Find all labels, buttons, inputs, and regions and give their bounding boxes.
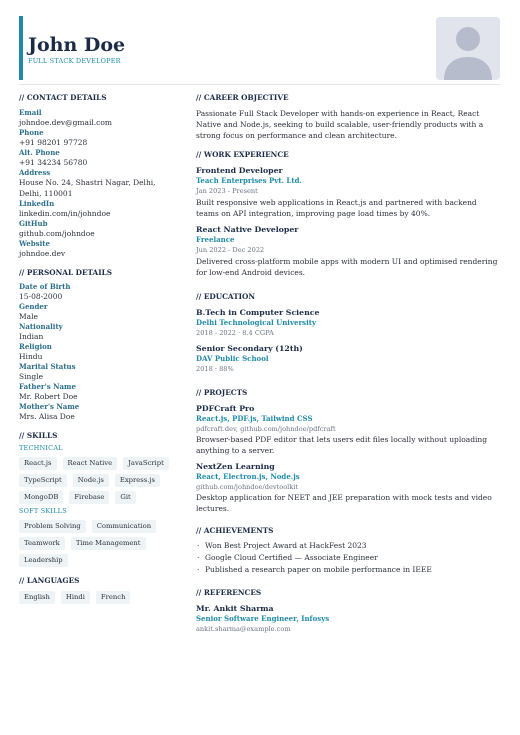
education-degree: B.Tech in Computer Science [196,308,320,317]
job-role: Frontend Developer [196,166,283,175]
job-description: Delivered cross-platform mobile apps with modern UI and optimised rendering for low-end Android devices. [196,257,498,277]
skill-chip: Git [115,491,135,504]
right-column [196,90,501,634]
contact-label: GitHub [19,219,48,228]
contact-value: +91 34234 56780 [19,158,88,167]
achievement-text: Google Cloud Certified — Associate Engineer [205,553,378,562]
soft-skills-label: SOFT SKILLS [19,507,67,515]
education-meta: 2018 - 2022 · 8.4 CGPA [196,329,274,337]
reference-title: Senior Software Engineer, Infosys [196,614,330,623]
contact-item [19,199,177,219]
career-objective-text: Passionate Full Stack Developer with hands-on experience in React, React Native and Node.js, seeking to build scalable, user-friendly products with a strong focus on performance and clean architecture. [196,109,484,140]
project-stack: React.js, PDF.js, Tailwind CSS [196,414,313,423]
personal-value: Male [19,312,38,321]
reference-item [196,603,501,634]
job-company: Teach Enterprises Pvt. Ltd. [196,176,302,185]
skill-chip: Time Management [71,537,146,550]
personal-value: Mr. Robert Doe [19,392,78,401]
contact-value: johndoe.dev [19,249,66,258]
personal-value: Mrs. Alisa Doe [19,412,75,421]
personal-section-title: // PERSONAL DETAILS [19,268,113,277]
profile-photo-placeholder-icon [436,17,500,80]
personal-label: Father's Name [19,382,76,391]
education-meta: 2018 · 88% [196,365,234,373]
skills-section-title: // SKILLS [19,431,58,440]
skill-chip: Problem Solving [19,520,86,533]
contact-label: Phone [19,128,44,137]
project-links[interactable]: github.com/johndoe/devtoolkit [196,483,299,491]
objective-section-title: // CAREER OBJECTIVE [196,93,289,102]
contact-item [19,219,177,239]
achievement-item [196,540,501,552]
personal-item [19,282,177,302]
skill-chip: Communication [92,520,156,533]
projects-section-title: // PROJECTS [196,388,248,397]
achievement-item [196,552,501,564]
languages-list [19,591,177,604]
left-column [19,90,177,604]
achievement-text: Published a research paper on mobile performance in IEEE [205,565,432,574]
personal-item [19,302,177,322]
skill-chip: Leadership [19,554,68,567]
job-description: Built responsive web applications in React.js and partnered with backend teams on API integration, improving page load times by 40%. [196,198,477,218]
project-links[interactable]: pdfcraft.dev, github.com/johndoe/pdfcraft [196,425,336,433]
personal-item [19,322,177,342]
references-section-title: // REFERENCES [196,588,262,597]
skill-chip: Node.js [73,474,109,487]
bullet-icon: · [197,553,200,562]
skill-chip: JavaScript [123,457,169,470]
contact-item [19,239,177,259]
contact-item [19,168,177,199]
skill-chip: Firebase [69,491,109,504]
project-description: Browser-based PDF editor that lets users edit files locally without uploading anything to a server. [196,435,488,455]
job-company: Freelance [196,235,235,244]
contact-section-title: // CONTACT DETAILS [19,93,107,102]
achievements-section-title: // ACHIEVEMENTS [196,526,274,535]
experience-item [196,224,501,278]
contact-label: Alt. Phone [19,148,60,157]
education-school: DAV Public School [196,354,269,363]
achievement-item [196,564,501,576]
contact-item [19,108,177,128]
candidate-name: John Doe [28,34,126,56]
personal-label: Marital Status [19,362,76,371]
personal-label: Gender [19,302,48,311]
bullet-icon: · [197,565,200,574]
job-role: React Native Developer [196,225,299,234]
personal-label: Nationality [19,322,63,331]
contact-label: Address [19,168,51,177]
skill-chip: React.js [19,457,57,470]
soft-skills-list [19,520,177,567]
education-section-title: // EDUCATION [196,292,256,301]
skill-chip: MongoDB [19,491,63,504]
language-chip: French [96,591,131,604]
reference-email[interactable]: ankit.sharma@example.com [196,625,291,633]
contact-label: Website [19,239,50,248]
job-dates: Jun 2022 - Dec 2022 [196,246,265,254]
personal-label: Religion [19,342,52,351]
education-degree: Senior Secondary (12th) [196,344,303,353]
project-description: Desktop application for NEET and JEE preparation with mock tests and video lectures. [196,493,492,513]
project-item [196,461,501,514]
project-item [196,403,501,456]
contact-label: Email [19,108,42,117]
personal-value: 15-08-2000 [19,292,63,301]
personal-value: Indian [19,332,44,341]
contact-value: House No. 24, Shastri Nagar, Delhi, Delhi, 110001 [19,178,156,198]
personal-item [19,342,177,362]
technical-skills-list [19,457,177,504]
contact-item [19,148,177,168]
achievements-list [196,540,501,576]
education-item [196,343,501,374]
contact-label: LinkedIn [19,199,55,208]
education-item [196,307,501,338]
skill-chip: React Native [63,457,118,470]
header-divider [19,84,500,85]
skill-chip: Teamwork [19,537,65,550]
technical-skills-label: TECHNICAL [19,444,63,452]
personal-label: Date of Birth [19,282,71,291]
skill-chip: Express.js [115,474,160,487]
contact-value: johndoe.dev@gmail.com [19,118,113,127]
contact-value: linkedin.com/in/johndoe [19,209,111,218]
language-chip: English [19,591,55,604]
bullet-icon: · [197,541,200,550]
contact-list [19,108,177,259]
language-chip: Hindi [61,591,90,604]
contact-item [19,128,177,148]
personal-value: Single [19,372,44,381]
personal-item [19,362,177,382]
header-accent-bar [19,16,23,80]
skill-chip: TypeScript [19,474,67,487]
personal-item [19,382,177,402]
personal-label: Mother's Name [19,402,80,411]
languages-section-title: // LANGUAGES [19,576,80,585]
contact-value: github.com/johndoe [19,229,95,238]
project-name: NextZen Learning [196,462,275,471]
achievement-text: Won Best Project Award at HackFest 2023 [205,541,367,550]
project-name: PDFCraft Pro [196,404,255,413]
education-school: Delhi Technological University [196,318,317,327]
personal-value: Hindu [19,352,43,361]
experience-item [196,165,501,219]
contact-value: +91 98201 97728 [19,138,88,147]
candidate-title: FULL STACK DEVELOPER [28,57,121,65]
job-dates: Jan 2023 - Present [196,187,258,195]
experience-section-title: // WORK EXPERIENCE [196,150,289,159]
personal-item [19,402,177,422]
project-stack: React, Electron.js, Node.js [196,472,300,481]
personal-list [19,282,177,422]
reference-name: Mr. Ankit Sharma [196,604,274,613]
